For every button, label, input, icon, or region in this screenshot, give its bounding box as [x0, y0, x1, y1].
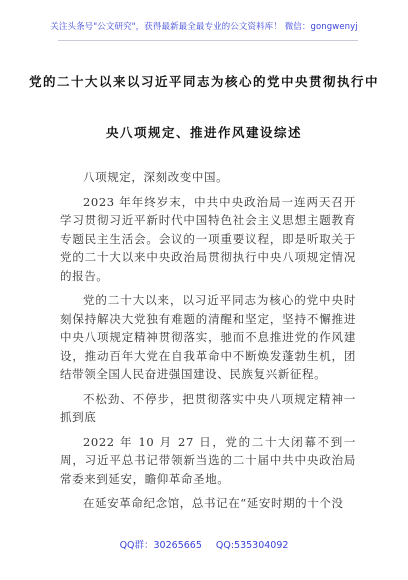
footer-qq-number: QQ:535304092: [215, 540, 289, 551]
paragraph: 在延安革命纪念馆，总书记在“延安时期的十个没: [83, 496, 344, 510]
footer-qq-group: QQ群：30265665: [119, 540, 202, 551]
paragraph: 八项规定，深刻改变中国。: [83, 170, 229, 184]
footer-contact: [0, 537, 408, 551]
section-heading: 不松劲、不停步，把贯彻落实中央八项规定精神一抓到底: [60, 391, 356, 424]
paragraph: 2022 年 10 月 27 日，党的二十大闭幕不到一周，习近平总书记带领新当选的二十届中共中央政治局常委来到延安，瞻仰革命圣地。: [60, 434, 356, 486]
paragraph: 党的二十大以来，以习近平同志为核心的党中央时刻保持解决大党独有难题的清醒和坚定，坚持不懈推进中央八项规定精神贯彻落实，驰而不息推进党的作风建设，推动百年大党在自我革命中不断焕发蓬勃生机，团结带领全国人民奋进强国建设、民族复兴新征程。: [60, 293, 356, 381]
document-title-line-1: 党的二十大以来以习近平同志为核心的党中央贯彻执行中: [28, 74, 379, 89]
header-banner: 关注头条号"公文研究"，获得最新最全最专业的公文资料库！ 微信：gongwenyj: [50, 22, 358, 32]
header-divider: [58, 40, 358, 41]
document-body: [60, 168, 356, 519]
paragraph: 2023 年年终岁末，中共中央政治局一连两天召开学习贯彻习近平新时代中国特色社会主义思想主题教育专题民主生活会。会议的一项重要议程，即是听取关于党的二十大以来中央政治局贯彻执行中央八项规定情况的报告。: [60, 194, 356, 283]
document-title-line-2: 央八项规定、推进作风建设综述: [105, 125, 302, 140]
